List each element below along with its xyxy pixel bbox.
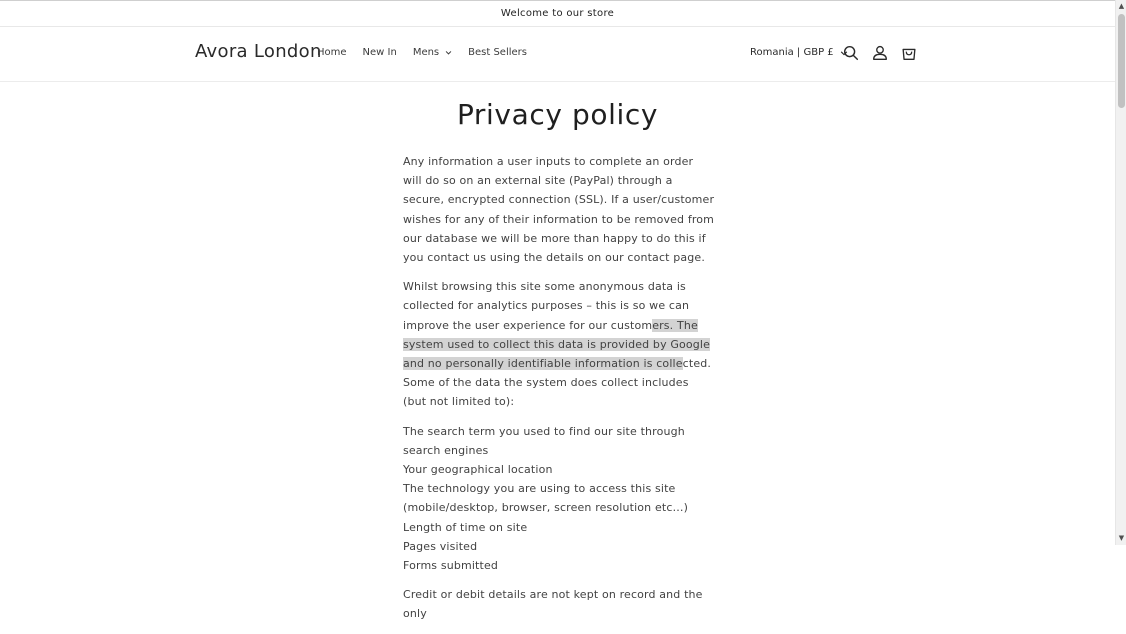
policy-paragraph-2 xyxy=(403,277,715,411)
account-icon[interactable] xyxy=(871,44,889,62)
cart-icon[interactable] xyxy=(900,44,918,62)
list-item: Pages visited xyxy=(403,539,478,553)
scroll-down-arrow-icon[interactable]: ▼ xyxy=(1118,534,1125,542)
nav-new-in[interactable] xyxy=(363,47,397,58)
chevron-down-icon xyxy=(445,49,452,56)
paragraph-text: cted. Some of the data the system does collect includes (but not limited to): xyxy=(403,357,712,409)
collected-data-list xyxy=(403,422,715,576)
policy-paragraph-1: Any information a user inputs to complete an order will do so on an external site (PayPal) through a secure, encrypted connection (SSL). If a user/customer wishes for any of their information to be removed from our database we will be more than happy to do this if you contact us using the details on our contact page. xyxy=(403,155,715,265)
selected-text: ers. The system used to collect this data is provided by Google and no personally identifiable information is colle xyxy=(403,318,711,371)
site-header xyxy=(0,27,1115,82)
nav-new-in-label: New In xyxy=(362,47,397,58)
vertical-scrollbar[interactable] xyxy=(1115,0,1126,545)
nav-mens[interactable] xyxy=(413,47,452,58)
nav-best-sellers-label: Best Sellers xyxy=(468,47,527,58)
announcement-bar xyxy=(0,0,1115,27)
page-title: Privacy policy xyxy=(456,98,659,131)
store-logo[interactable]: Avora London xyxy=(195,41,322,62)
locale-selector[interactable] xyxy=(750,47,848,58)
search-icon[interactable] xyxy=(842,44,860,62)
nav-best-sellers[interactable] xyxy=(468,47,527,58)
paragraph-text: Whilst browsing this site some anonymous data is collected for analytics purposes – this is so we can improve the user experience for our custom xyxy=(403,280,690,332)
list-item: Your geographical location xyxy=(403,463,553,477)
policy-content xyxy=(403,152,715,634)
list-item: The technology you are using to access this site (mobile/desktop, browser, screen resolution etc…) xyxy=(403,482,689,515)
nav-home-label: Home xyxy=(317,47,347,58)
locale-label: Romania | GBP £ xyxy=(750,47,834,58)
list-item: Forms submitted xyxy=(403,559,499,573)
scroll-thumb[interactable] xyxy=(1118,14,1125,108)
scroll-up-arrow-icon[interactable]: ▲ xyxy=(1118,2,1125,10)
policy-paragraph-3: Credit or debit details are not kept on record and the only xyxy=(403,588,703,621)
list-item: The search term you used to find our site through search engines xyxy=(403,424,685,457)
nav-mens-label: Mens xyxy=(412,47,440,58)
announcement-text: Welcome to our store xyxy=(500,8,615,19)
main-nav xyxy=(317,47,543,58)
nav-home[interactable] xyxy=(317,47,347,58)
list-item: Length of time on site xyxy=(403,520,528,534)
